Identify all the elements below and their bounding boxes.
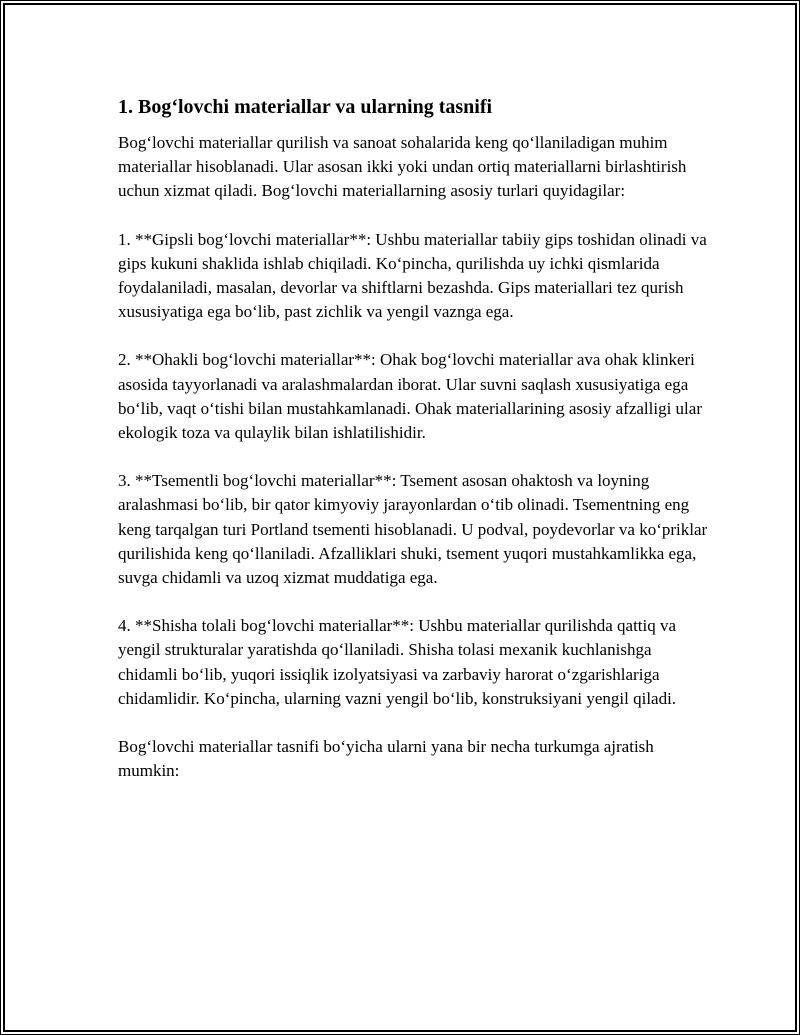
section-heading: 1. Bog‘lovchi materiallar va ularning tasnifi [118, 96, 493, 118]
paragraph-lime-binders: 2. **Ohakli bog‘lovchi materiallar**: Ohak bog‘lovchi materiallar ava ohak klinkeri asosida tayyorlanadi va aralashmalardan iborat. Ular suvni saqlash xususiyatiga ega bo‘lib, vaqt o‘tishi bilan mustahkamlanadi. Ohak materiallarining asosiy afzalligi ular ekologik toza va qulaylik bilan ishlatilishidir. [118, 350, 702, 443]
document-body [118, 95, 708, 807]
paragraph-fiberglass-binders: 4. **Shisha tolali bog‘lovchi materiallar**: Ushbu materiallar qurilishda qattiq va yengil strukturalar yaratishda qo‘llaniladi. Shisha tolasi mexanik kuchlanishga chidamli bo‘lib, yuqori issiqlik izolyatsiyasi va zarbaviy harorat o‘zgarishlariga chidamlidir. Ko‘pincha, ularning vazni yengil bo‘lib, konstruksiyani yengil qiladi. [118, 616, 677, 708]
closing-paragraph: Bog‘lovchi materiallar tasnifi bo‘yicha ularni yana bir necha turkumga ajratish mumkin: [118, 737, 654, 781]
intro-paragraph: Bog‘lovchi materiallar qurilish va sanoat sohalarida keng qo‘llaniladigan muhim materiallar hisoblanadi. Ular asosan ikki yoki undan ortiq materiallarni birlashtirish uchun xizmat qiladi. Bog‘lovchi materiallarning asosiy turlari quyidagilar: [118, 133, 687, 201]
paragraph-gypsum-binders: 1. **Gipsli bog‘lovchi materiallar**: Ushbu materiallar tabiiy gips toshidan olinadi va gips kukuni shaklida ishlab chiqiladi. Ko‘pincha, qurilishda uy ichki qismlarida foydalaniladi, masalan, devorlar va shiftlarni bezashda. Gips materiallari tez qurish xususiyatiga ega bo‘lib, past zichlik va yengil vaznga ega. [118, 229, 707, 322]
paragraph-cement-binders: 3. **Tsementli bog‘lovchi materiallar**: Tsement asosan ohaktosh va loyning aralashmasi bo‘lib, bir qator kimyoviy jarayonlardan o‘tib olinadi. Tsementning eng keng tarqalgan turi Portland tsementi hisoblanadi. U podval, poydevorlar va ko‘priklar qurilishida keng qo‘llaniladi. Afzalliklari shuki, tsement yuqori mustahkamlikka ega, suvga chidamli va uzoq xizmat muddatiga ega. [118, 471, 708, 588]
